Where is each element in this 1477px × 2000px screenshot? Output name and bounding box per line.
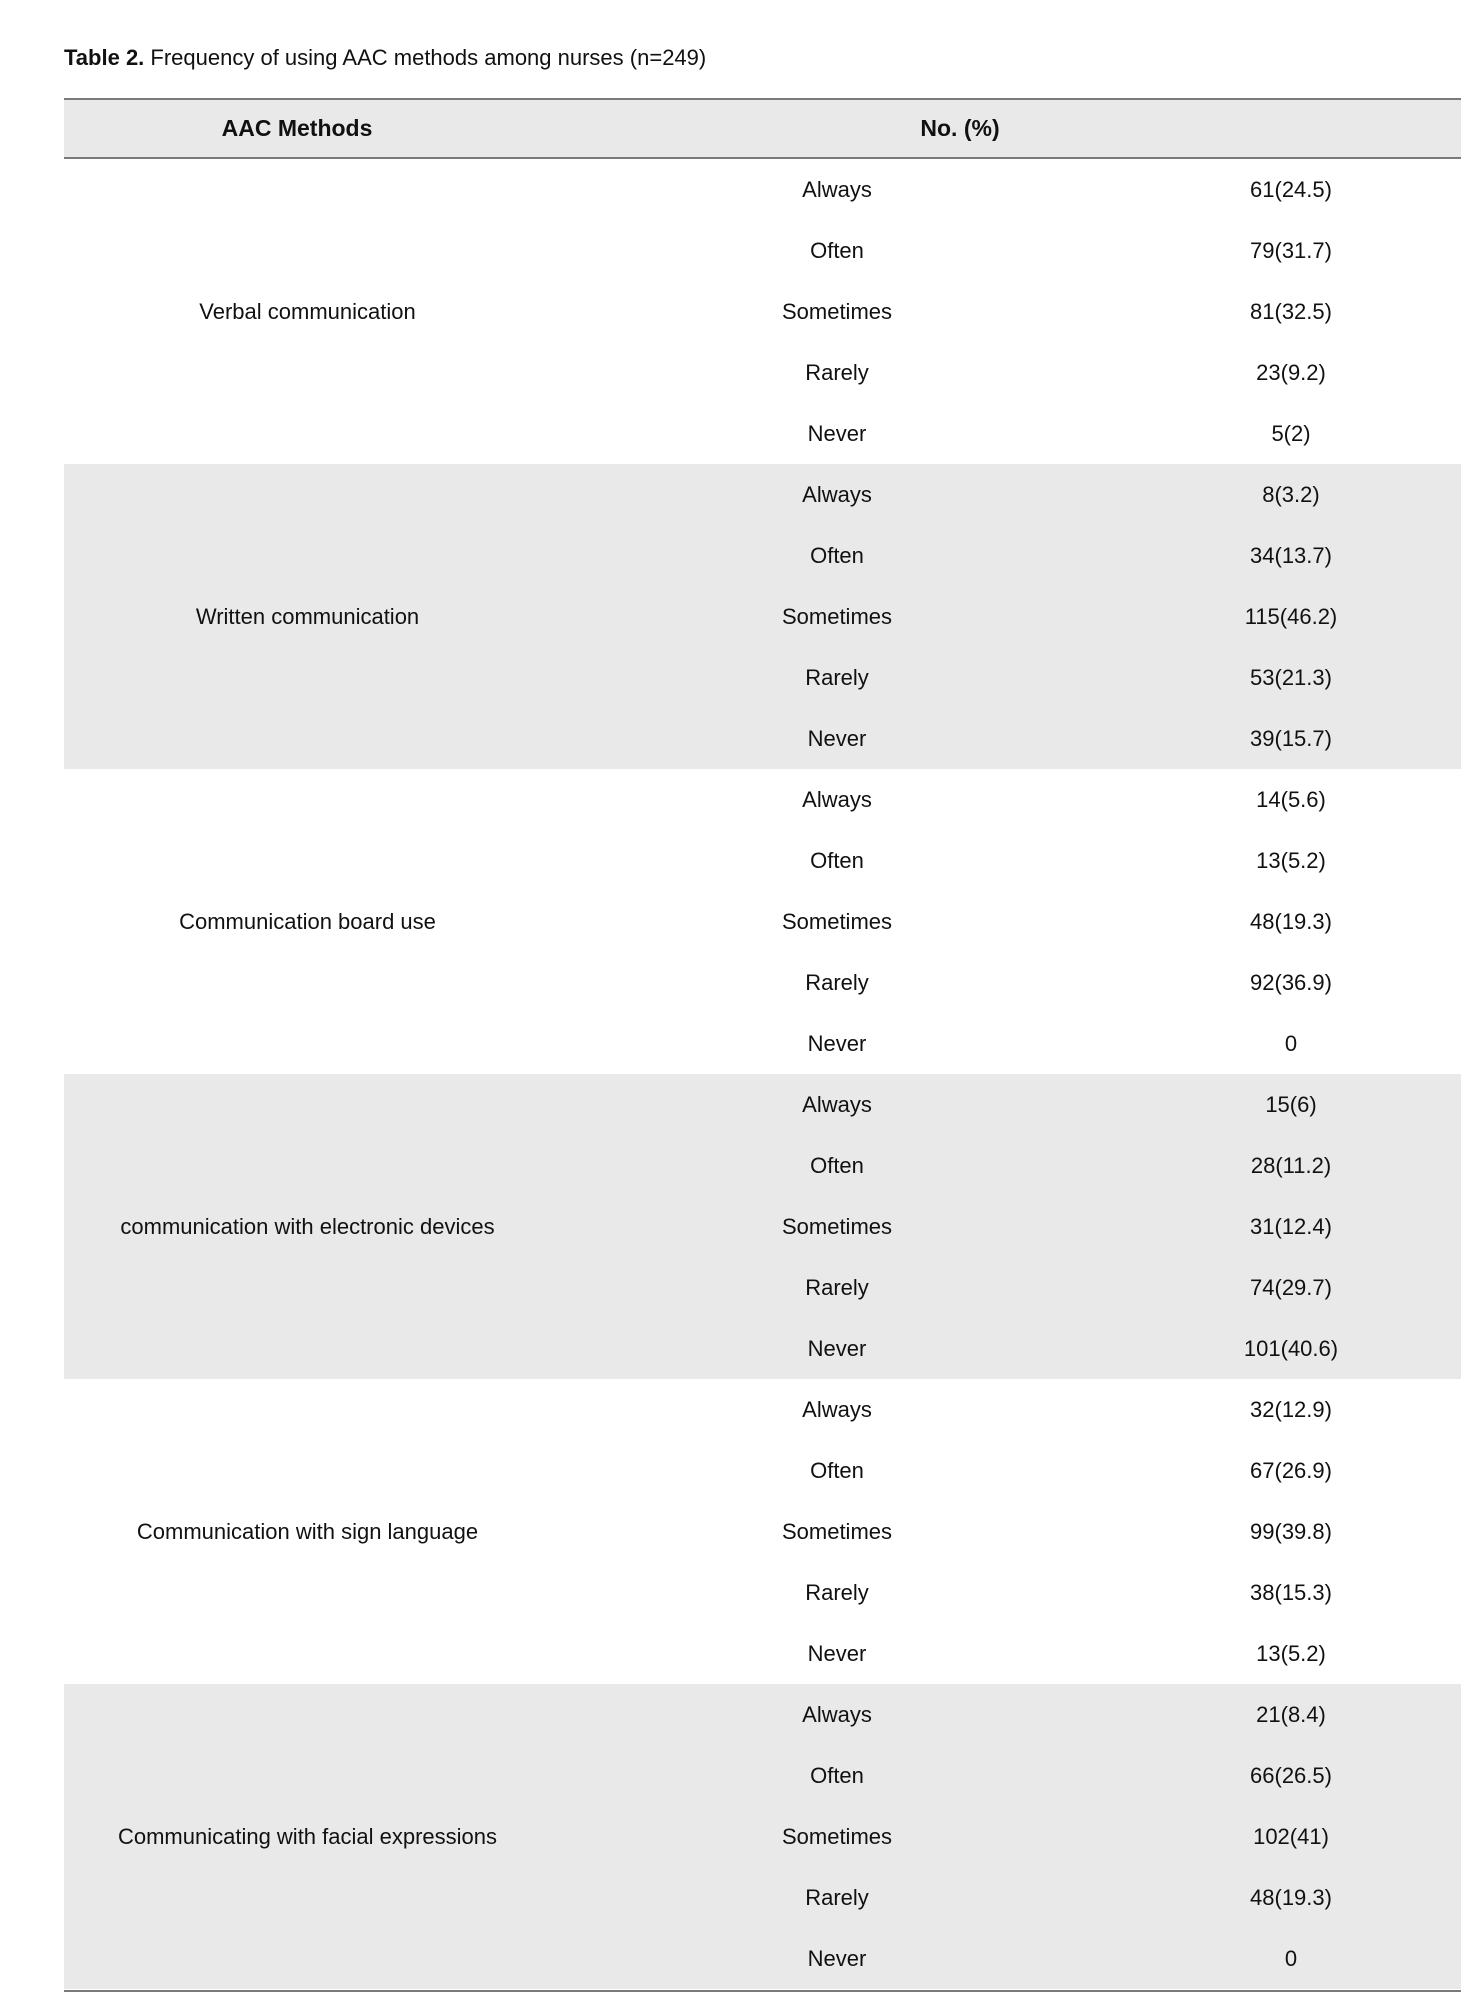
count-percent-cell: 99(39.8) [1250,1519,1332,1544]
count-percent-cell: 31(12.4) [1250,1214,1332,1239]
count-percent-cell: 39(15.7) [1250,726,1332,751]
table-row [64,647,1461,708]
frequency-cell: Always [802,787,872,812]
count-percent-cell: 0 [1284,1946,1298,1971]
method-group [64,769,1461,1074]
table-row [64,1623,1461,1684]
frequency-cell: Rarely [805,1885,869,1910]
table-row [64,525,1461,586]
method-group [64,1074,1461,1379]
count-percent-cell: 101(40.6) [1243,1336,1339,1361]
count-percent-cell: 48(19.3) [1250,909,1332,934]
table-row [64,1867,1461,1928]
frequency-cell: Often [810,1763,864,1788]
count-percent-cell: 8(3.2) [1262,482,1320,507]
table-header-row [64,98,1461,159]
method-group [64,159,1461,464]
method-group [64,1684,1461,1989]
method-label: Verbal communication [199,299,416,324]
count-percent-cell: 48(19.3) [1250,1885,1332,1910]
count-percent-cell: 15(6) [1265,1092,1317,1117]
frequency-cell: Always [802,177,872,202]
caption-text: Frequency of using AAC methods among nurses (n=249) [144,45,707,70]
count-percent-cell: 14(5.6) [1256,787,1326,812]
frequency-cell: Often [810,1153,864,1178]
frequency-cell: Sometimes [781,1824,893,1849]
frequency-cell: Never [807,1031,867,1056]
frequency-cell: Often [810,238,864,263]
method-label: Communication with sign language [136,1519,479,1544]
table-row [64,1318,1461,1379]
count-percent-cell: 67(26.9) [1250,1458,1332,1483]
count-percent-cell: 13(5.2) [1256,1641,1326,1666]
table-row [64,220,1461,281]
frequency-cell: Always [802,1397,872,1422]
frequency-cell: Rarely [805,665,869,690]
count-percent-cell: 34(13.7) [1250,543,1332,568]
table-bottom-rule [64,1990,1461,1992]
table-row [64,1806,1461,1867]
frequency-cell: Never [807,1946,867,1971]
frequency-cell: Sometimes [781,604,893,629]
frequency-cell: Rarely [805,1580,869,1605]
frequency-cell: Always [802,1092,872,1117]
frequency-cell: Never [807,1336,867,1361]
table-row [64,952,1461,1013]
count-percent-cell: 0 [1284,1031,1298,1056]
table-row [64,586,1461,647]
header-no-percent: No. (%) [920,115,1000,141]
frequency-cell: Rarely [805,970,869,995]
table-row [64,1501,1461,1562]
frequency-cell: Always [802,1702,872,1727]
table-row [64,1379,1461,1440]
table-row [64,769,1461,830]
count-percent-cell: 38(15.3) [1250,1580,1332,1605]
header-aac-methods: AAC Methods [221,115,373,141]
table-row [64,403,1461,464]
method-label: Communication board use [179,909,436,934]
table-row [64,891,1461,952]
table-row [64,1440,1461,1501]
count-percent-cell: 66(26.5) [1250,1763,1332,1788]
table-row [64,1013,1461,1074]
count-percent-cell: 13(5.2) [1256,848,1326,873]
frequency-cell: Never [807,726,867,751]
count-percent-cell: 23(9.2) [1256,360,1326,385]
frequency-cell: Rarely [805,1275,869,1300]
frequency-cell: Often [810,848,864,873]
caption-label: Table 2. [64,45,145,70]
count-percent-cell: 5(2) [1271,421,1311,446]
count-percent-cell: 32(12.9) [1250,1397,1332,1422]
method-label: communication with electronic devices [120,1214,495,1239]
method-label: Communicating with facial expressions [117,1824,498,1849]
table-row [64,159,1461,220]
count-percent-cell: 61(24.5) [1250,177,1332,202]
table-row [64,342,1461,403]
method-group [64,464,1461,769]
count-percent-cell: 74(29.7) [1250,1275,1332,1300]
table-row [64,1745,1461,1806]
table-row [64,1928,1461,1989]
frequency-cell: Often [810,1458,864,1483]
frequency-cell: Sometimes [781,299,893,324]
count-percent-cell: 102(41) [1253,1824,1329,1849]
table-row [64,1196,1461,1257]
frequency-cell: Never [807,421,867,446]
count-percent-cell: 115(46.2) [1244,604,1338,629]
frequency-cell: Sometimes [781,1519,893,1544]
frequency-cell: Rarely [805,360,869,385]
table-row [64,1074,1461,1135]
method-label: Written communication [195,604,420,629]
table-row [64,830,1461,891]
count-percent-cell: 21(8.4) [1256,1702,1326,1727]
count-percent-cell: 79(31.7) [1250,238,1332,263]
table-body [64,159,1461,1989]
table-row [64,1135,1461,1196]
count-percent-cell: 28(11.2) [1250,1153,1332,1178]
method-group [64,1379,1461,1684]
count-percent-cell: 53(21.3) [1250,665,1332,690]
table-caption [64,40,706,76]
count-percent-cell: 81(32.5) [1250,299,1332,324]
table-row [64,1562,1461,1623]
frequency-cell: Sometimes [781,909,893,934]
table-row [64,1684,1461,1745]
table-row [64,1257,1461,1318]
table-row [64,464,1461,525]
frequency-cell: Never [807,1641,867,1666]
count-percent-cell: 92(36.9) [1250,970,1332,995]
frequency-cell: Sometimes [781,1214,893,1239]
frequency-cell: Often [810,543,864,568]
table-row [64,281,1461,342]
table-row [64,708,1461,769]
data-table [64,98,1461,1989]
frequency-cell: Always [802,482,872,507]
